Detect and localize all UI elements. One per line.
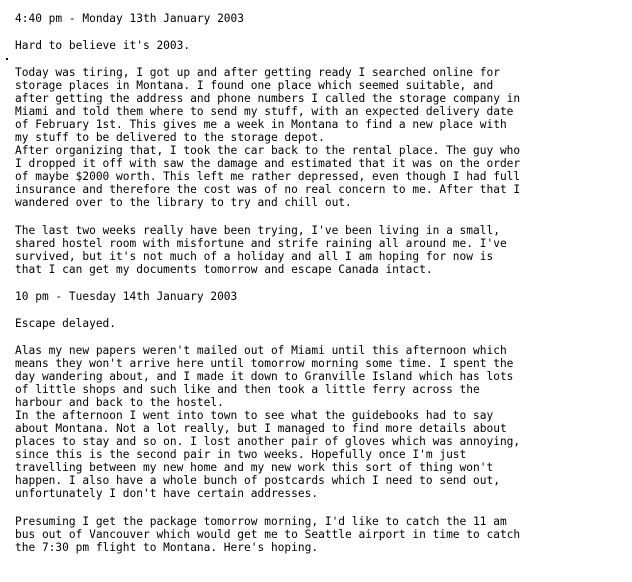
text-line: bus out of Vancouver which would get me to Seattle airport in time to catch [15, 528, 521, 541]
text-line: day wandering about, and I made it down to Granville Island which has lots [15, 370, 514, 383]
text-line: storage places in Montana. I found one place which seemed suitable, and [15, 79, 494, 92]
text-line: In the afternoon I went into town to see what the guidebooks had to say [15, 409, 494, 422]
text-line: After organizing that, I took the car back to the rental place. The guy who [15, 144, 521, 157]
text-line: Today was tiring, I got up and after getting ready I searched online for [15, 66, 500, 79]
entry-summary: Escape delayed. [15, 317, 117, 330]
text-line: travelling between my new home and my new work this sort of thing won't [15, 461, 494, 474]
text-line: happen. I also have a whole bunch of postcards which I need to send out, [15, 474, 500, 487]
stray-mark [6, 58, 8, 60]
text-line: I dropped it off with saw the damage and estimated that it was on the order [15, 157, 521, 170]
text-line: shared hostel room with misfortune and strife raining all around me. I've [15, 237, 507, 250]
text-line: harbour and back to the hostel. [15, 396, 224, 409]
text-line: my stuff to be delivered to the storage depot. [15, 131, 325, 144]
text-line: survived, but it's not much of a holiday and all I am hoping for now is [15, 250, 494, 263]
text-line: insurance and therefore the cost was of no real concern to me. After that I [15, 183, 521, 196]
text-line: of February 1st. This gives me a week in Montana to find a new place with [15, 118, 507, 131]
text-line: unfortunately I don't have certain addresses. [15, 487, 319, 500]
text-line: that I can get my documents tomorrow and escape Canada intact. [15, 263, 433, 276]
text-line: Miami and told them where to send my stuff, with an expected delivery date [15, 105, 514, 118]
text-line: since this is the second pair in two weeks. Hopefully once I'm just [15, 448, 467, 461]
entry-heading: 4:40 pm - Monday 13th January 2003 [15, 12, 245, 25]
entry-summary: Hard to believe it's 2003. [15, 39, 191, 52]
text-line: places to stay and so on. I lost another pair of gloves which was annoying, [15, 435, 521, 448]
text-line: about Montana. Not a lot really, but I managed to find more details about [15, 422, 507, 435]
text-line: The last two weeks really have been trying, I've been living in a small, [15, 224, 500, 237]
entry-heading: 10 pm - Tuesday 14th January 2003 [15, 290, 238, 303]
text-line: Presuming I get the package tomorrow morning, I'd like to catch the 11 am [15, 515, 507, 528]
text-line: of little shops and such like and then took a little ferry across the [15, 383, 480, 396]
text-line: wandered over to the library to try and chill out. [15, 196, 352, 209]
text-line: Alas my new papers weren't mailed out of Miami until this afternoon which [15, 344, 507, 357]
text-line: after getting the address and phone numbers I called the storage company in [15, 92, 521, 105]
text-line: of maybe $2000 worth. This left me rather depressed, even though I had full [15, 170, 521, 183]
text-line: means they won't arrive here until tomorrow morning some time. I spent the [15, 357, 514, 370]
text-line: the 7:30 pm flight to Montana. Here's hoping. [15, 541, 319, 554]
